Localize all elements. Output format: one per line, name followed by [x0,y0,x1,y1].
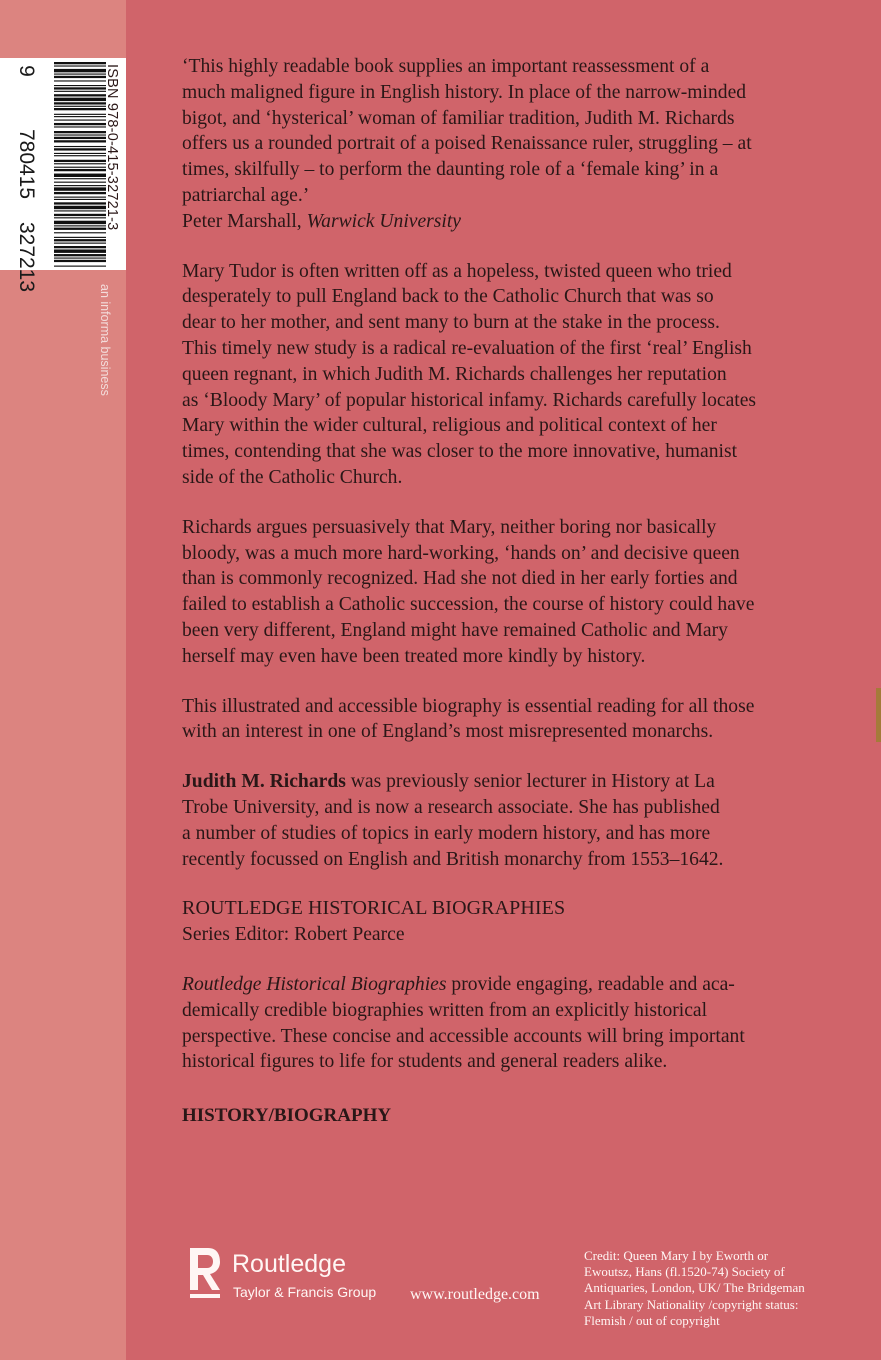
barcode-bar [54,80,106,81]
barcode-bar [54,260,106,262]
barcode-bar [54,187,106,190]
barcode-bar [54,102,106,104]
series-title: ROUTLEDGE HISTORICAL BIOGRAPHIES [182,897,566,920]
barcode-bar [54,232,106,233]
barcode-bar [54,202,106,204]
barcode-bar [54,65,106,66]
barcode-bar [54,246,106,248]
barcode-bar [54,114,106,115]
subject-category: HISTORY/BIOGRAPHY [182,1105,392,1127]
barcode-bar [54,155,106,156]
barcode-bar [54,192,106,194]
barcode-bar [54,185,106,186]
barcode-bar [54,167,106,168]
barcode-bar [54,94,106,96]
text-line: demically credible biographies written from an explicitly historical [182,999,708,1021]
credit-line: Ewoutsz, Hans (fl.1520-74) Society of [584,1264,785,1280]
barcode-bar [54,163,106,164]
text-line: perspective. These concise and accessible accounts will bring important [182,1025,745,1047]
barcode-bar [54,160,106,162]
quote-author: Peter Marshall, [182,210,302,232]
credit-line: Antiquaries, London, UK/ The Bridgeman [584,1280,805,1296]
series-editor: Series Editor: Robert Pearce [182,924,405,946]
text-line: as ‘Bloody Mary’ of popular historical infamy. Richards carefully locates [182,389,757,411]
back-cover-text [182,54,832,1129]
barcode-bar [54,85,106,86]
barcode-bar [54,153,106,154]
barcode-bar [54,214,106,216]
text-line: than is commonly recognized. Had she not died in her early forties and [182,568,738,590]
text-line: been very different, England might have remained Catholic and Mary [182,619,728,641]
description-paragraph-3 [182,694,832,746]
barcode-bar [54,76,106,78]
barcode-digits [2,58,50,293]
edge-mark [876,688,881,742]
text-line: recently focussed on English and British monarchy from 1553–1642. [182,848,724,870]
text-line: Mary within the wider cultural, religious and political context of her [182,415,717,437]
image-credit [584,1248,834,1329]
publisher-group: Taylor & Francis Group [233,1284,377,1300]
barcode-bar [54,106,106,107]
barcode-bar [54,69,106,72]
text-line: provide engaging, readable and aca- [446,973,735,995]
text-line: queen regnant, in which Judith M. Richards challenges her reputation [182,363,727,385]
barcode-bar [54,197,106,198]
barcode-bar [54,254,106,256]
author-name: Judith M. Richards [182,771,346,793]
barcode-bars [54,58,106,270]
barcode-bar [54,108,106,110]
barcode-bar [54,169,106,171]
barcode-bar [54,98,106,101]
barcode-bar [54,249,106,252]
series-heading [182,896,832,948]
barcode-bar [54,140,106,142]
quote-line: much maligned figure in English history. In place of the narrow-minded [182,81,747,103]
barcode-bar [54,148,106,150]
text-line: was previously senior lecturer in History at La [345,771,715,793]
barcode-bar [54,131,106,133]
barcode-bar [54,258,106,259]
text-line: dear to her mother, and sent many to burn at the stake in the process. [182,312,720,334]
barcode-bar [54,134,106,135]
author-bio [182,769,832,872]
quote-affiliation: Warwick University [306,210,461,232]
text-line: failed to establish a Catholic succession, the course of history could have [182,594,755,616]
series-description [182,972,832,1075]
credit-line: Flemish / out of copyright [584,1312,720,1328]
isbn-number: ISBN 978-0-415-32721-3 [104,64,120,231]
quote-line: patriarchal age.’ [182,184,310,206]
barcode-digit-group: 327213 [15,221,39,293]
barcode-bar [54,137,106,139]
text-line: Mary Tudor is often written off as a hopeless, twisted queen who tried [182,260,732,282]
barcode-bar [54,199,106,200]
description-paragraph-1 [182,259,832,491]
barcode-bar [54,146,106,147]
barcode-bar [54,266,106,267]
barcode-bar [54,210,106,211]
barcode-bar [54,228,106,230]
barcode-bar [54,243,106,244]
quote-line: bigot, and ‘hysterical’ woman of familiar tradition, Judith M. Richards [182,107,735,129]
text-line: This illustrated and accessible biography is essential reading for all those [182,695,755,717]
review-quote [182,54,832,235]
barcode-bar [54,91,106,92]
text-line: historical figures to life for students and general readers alike. [182,1051,668,1073]
text-line: bloody, was a much more hard-working, ‘hands on’ and decisive queen [182,542,740,564]
informa-tagline: an informa business [98,284,112,396]
barcode-bar [54,116,106,117]
barcode-bar [54,237,106,238]
barcode-bar [54,178,106,179]
publisher-url: www.routledge.com [410,1286,540,1303]
barcode-digit-group: 9 [15,65,38,77]
quote-line: offers us a rounded portrait of a poised Renaissance ruler, struggling – at [182,133,752,155]
publisher-name: Routledge [232,1250,346,1278]
routledge-r-icon [186,1244,224,1304]
barcode-bar [54,123,106,125]
quote-line: times, skilfully – to perform the daunting role of a ‘female king’ in a [182,159,719,181]
text-line: side of the Catholic Church. [182,466,403,488]
text-line: times, contending that she was closer to the more innovative, humanist [182,441,738,463]
barcode-digit-group: 780415 [15,128,39,200]
barcode-bar [54,225,106,226]
credit-line: Credit: Queen Mary I by Eworth or [584,1248,769,1263]
barcode-bar [54,120,106,121]
barcode-bar [54,87,106,89]
barcode-bar [54,62,106,64]
text-line: a number of studies of topics in early modern history, and has more [182,822,711,844]
text-line: herself may even have been treated more kindly by history. [182,645,646,667]
text-line: Richards argues persuasively that Mary, neither boring nor basically [182,516,717,538]
barcode-bar [54,74,106,75]
credit-line: Art Library Nationality /copyright status: [584,1296,799,1312]
barcode-bar [54,221,106,224]
routledge-logo [186,1244,386,1306]
barcode-bar [54,174,106,177]
barcode-bar [54,182,106,183]
series-name: Routledge Historical Biographies [182,973,447,995]
barcode-bar [54,126,106,127]
text-line: desperately to pull England back to the Catholic Church that was so [182,286,714,308]
text-line: This timely new study is a radical re-evaluation of the first ‘real’ English [182,337,752,359]
barcode-bar [54,206,106,209]
text-line: with an interest in one of England’s most misrepresented monarchs. [182,721,714,743]
quote-line: ‘This highly readable book supplies an important reassessment of a [182,56,710,77]
text-line: Trobe University, and is now a research associate. She has published [182,796,720,818]
description-paragraph-2 [182,515,832,670]
barcode-bar [54,217,106,218]
barcode-bar [54,239,106,241]
